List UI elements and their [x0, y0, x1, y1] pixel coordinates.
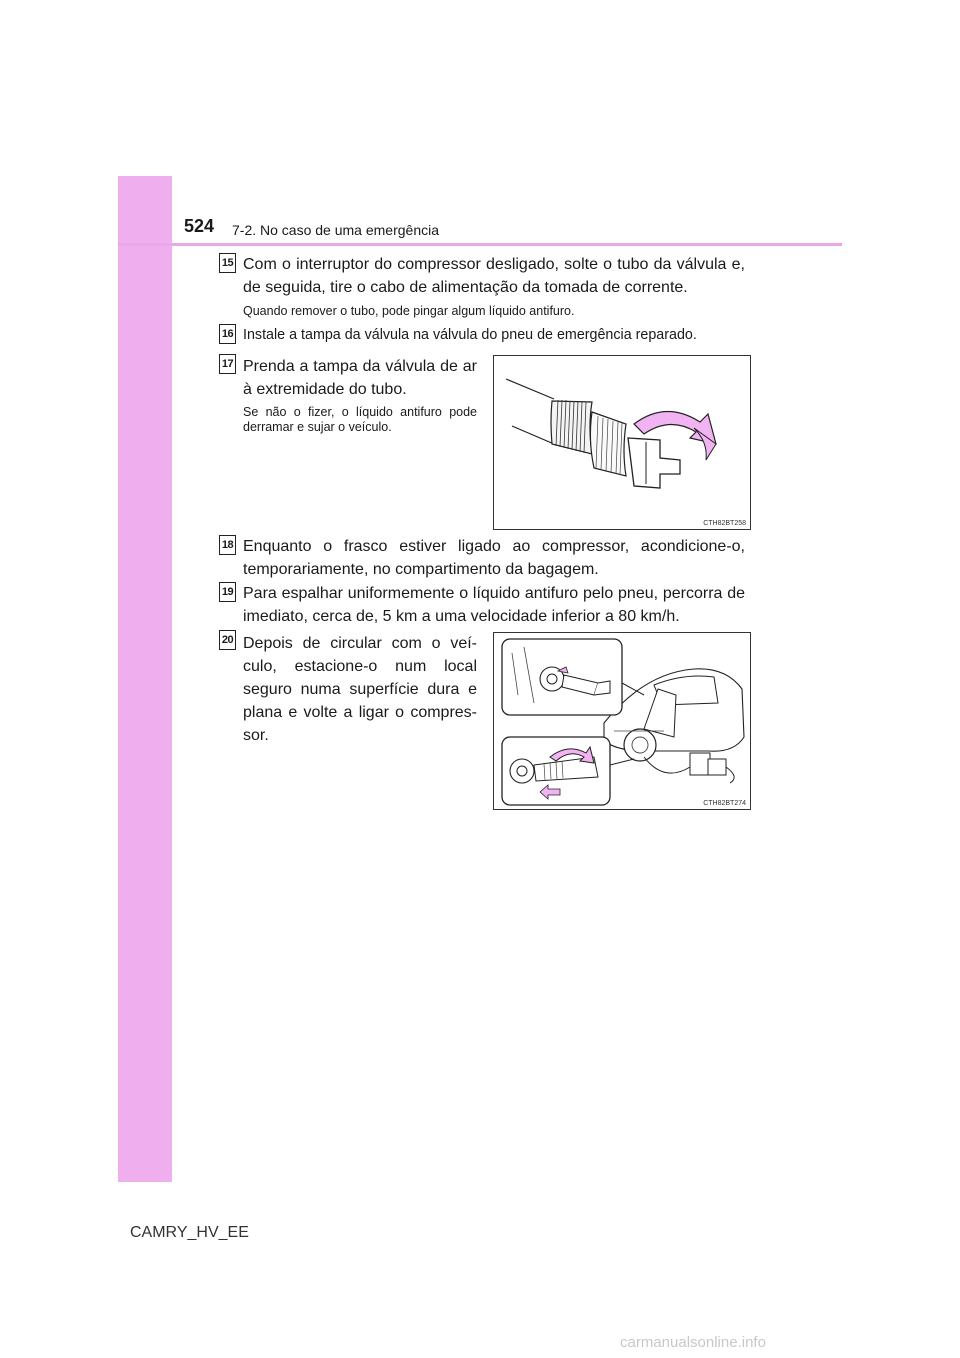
step-text-20: Depois de circular com o veí-culo, estacione-o num local seguro numa superfície dura e plana e volte a ligar o compres-sor. — [243, 635, 477, 744]
figure-code: CTH82BT258 — [703, 520, 746, 527]
figure-code: CTH82BT274 — [703, 800, 746, 807]
hose-valve-cap-illustration — [494, 356, 752, 531]
page-number: 524 — [184, 216, 215, 236]
step-text-18: Enquanto o frasco estiver ligado ao compressor, acondicione-o, temporariamente, no compartimento da bagagem. — [243, 538, 745, 578]
step-text-16: Instale a tampa da válvula na válvula do pneu de emergência reparado. — [243, 327, 697, 343]
watermark: carmanualsonline.info — [620, 1334, 766, 1351]
section-title: 7-2. No caso de uma emergência — [232, 222, 439, 238]
step-number-20: 20 — [219, 630, 236, 650]
step-text-19: Para espalhar uniformemente o líquido antifuro pelo pneu, percorra de imediato, cerca de, 5 km a uma velocidade inferior a 80 km/h. — [243, 585, 745, 625]
car-compressor-figure — [493, 632, 751, 810]
step-text-17: Prenda a tampa da válvula de ar à extremidade do tubo. — [243, 358, 477, 398]
step-number-16: 16 — [219, 324, 236, 344]
step-number-15: 15 — [219, 253, 236, 273]
car-compressor-illustration — [494, 633, 752, 811]
step-number-19: 19 — [219, 582, 236, 602]
step-number-18: 18 — [219, 535, 236, 555]
step-note-15: Quando remover o tubo, pode pingar algum líquido antifuro. — [243, 304, 575, 318]
model-code: CAMRY_HV_EE — [130, 1224, 249, 1241]
chapter-sidebar-tab — [118, 176, 172, 1182]
header-divider — [118, 243, 842, 246]
step-text-15: Com o interruptor do compressor desligado, solte o tubo da válvula e, de seguida, tire o cabo de alimentação da tomada de corrente. — [243, 256, 745, 296]
step-note-17: Se não o fizer, o líquido antifuro pode derramar e sujar o veículo. — [243, 405, 477, 434]
step-number-17: 17 — [219, 354, 236, 374]
valve-cap-figure — [493, 355, 751, 530]
